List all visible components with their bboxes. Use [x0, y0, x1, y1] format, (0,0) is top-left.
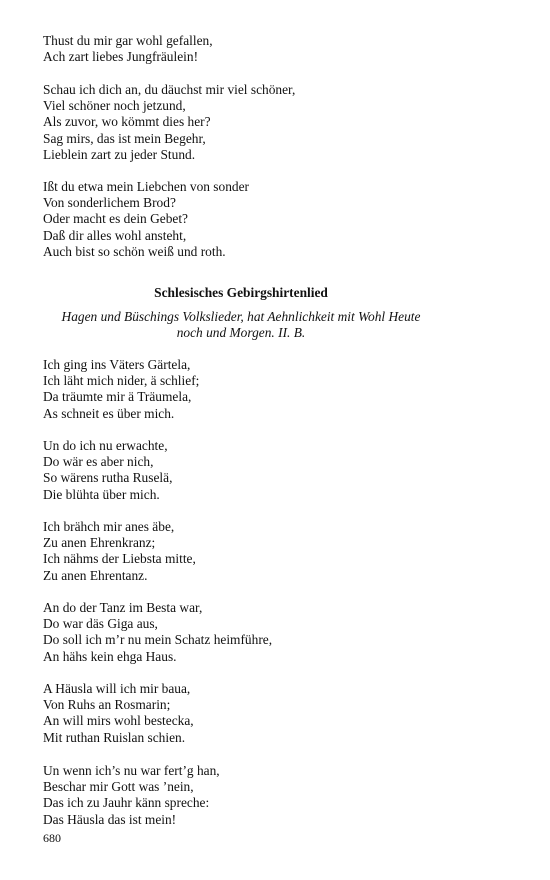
verse-line: Un do ich nu erwachte,	[43, 438, 168, 453]
verse-line: Die blühta über mich.	[43, 486, 160, 502]
verse-line: Ich nähms der Liebsta mitte,	[43, 551, 196, 567]
verse-line: Das Häusla das ist mein!	[43, 811, 177, 827]
verse-line: An will mirs wohl bestecka,	[43, 713, 194, 729]
source-line: noch und Morgen. II. B.	[176, 325, 306, 341]
verse-line: Do wär es aber nich,	[43, 454, 154, 470]
page-number: 680	[43, 831, 61, 845]
verse-line: Ach zart liebes Jungfräulein!	[43, 49, 199, 65]
poem-stanza	[43, 33, 513, 65]
song-stanza	[43, 357, 513, 422]
verse-line: Das ich zu Jauhr känn spreche:	[43, 795, 210, 811]
source-line: Hagen und Büschings Volkslieder, hat Aehnlichkeit mit Wohl Heute	[61, 309, 421, 324]
verse-line: Daß dir alles wohl ansteht,	[43, 227, 187, 243]
verse-line: A Häusla will ich mir baua,	[43, 681, 191, 696]
song-stanza	[43, 763, 513, 828]
poem-stanza	[43, 179, 513, 260]
verse-line: Viel schöner noch jetzund,	[43, 98, 186, 114]
song-stanza	[43, 600, 513, 665]
verse-line: Schau ich dich an, du däuchst mir viel schöner,	[43, 82, 296, 97]
verse-line: Do war däs Giga aus,	[43, 616, 158, 632]
verse-line: Zu anen Ehrenkranz;	[43, 535, 156, 551]
verse-line: Von Ruhs an Rosmarin;	[43, 697, 171, 713]
verse-line: Do soll ich m’r nu mein Schatz heimführe,	[43, 632, 273, 648]
verse-line: Da träumte mir ä Träumela,	[43, 389, 192, 405]
verse-line: Ißt du etwa mein Liebchen von sonder	[43, 179, 250, 194]
verse-line: Ich ging ins Väters Gärtela,	[43, 357, 191, 372]
verse-line: Lieblein zart zu jeder Stund.	[43, 146, 196, 162]
verse-line: Mit ruthan Ruislan schien.	[43, 729, 186, 745]
verse-line: Zu anen Ehrentanz.	[43, 567, 148, 583]
verse-line: Von sonderlichem Brod?	[43, 195, 176, 211]
verse-line: Ich läht mich nider, ä schlief;	[43, 373, 200, 389]
song-source-note	[43, 309, 439, 341]
song-stanza	[43, 438, 513, 503]
verse-line: Ich brähch mir anes äbe,	[43, 519, 175, 534]
verse-line: So wärens rutha Ruselä,	[43, 470, 173, 486]
verse-line: Beschar mir Gott was ’nein,	[43, 779, 194, 795]
song-stanza	[43, 519, 513, 584]
song-stanza	[43, 681, 513, 746]
verse-line: Als zuvor, wo kömmt dies her?	[43, 114, 211, 130]
verse-line: An hähs kein ehga Haus.	[43, 648, 177, 664]
song-title: Schlesisches Gebirgshirtenlied	[154, 285, 328, 300]
verse-line: As schneit es über mich.	[43, 405, 175, 421]
verse-line: Oder macht es dein Gebet?	[43, 211, 189, 227]
verse-line: Un wenn ich’s nu war fert’g han,	[43, 763, 220, 778]
verse-line: Sag mirs, das ist mein Begehr,	[43, 130, 206, 146]
poem-stanza	[43, 82, 513, 163]
verse-line: Auch bist so schön weiß und roth.	[43, 243, 226, 259]
verse-line: Thust du mir gar wohl gefallen,	[43, 33, 213, 48]
verse-line: An do der Tanz im Besta war,	[43, 600, 203, 615]
